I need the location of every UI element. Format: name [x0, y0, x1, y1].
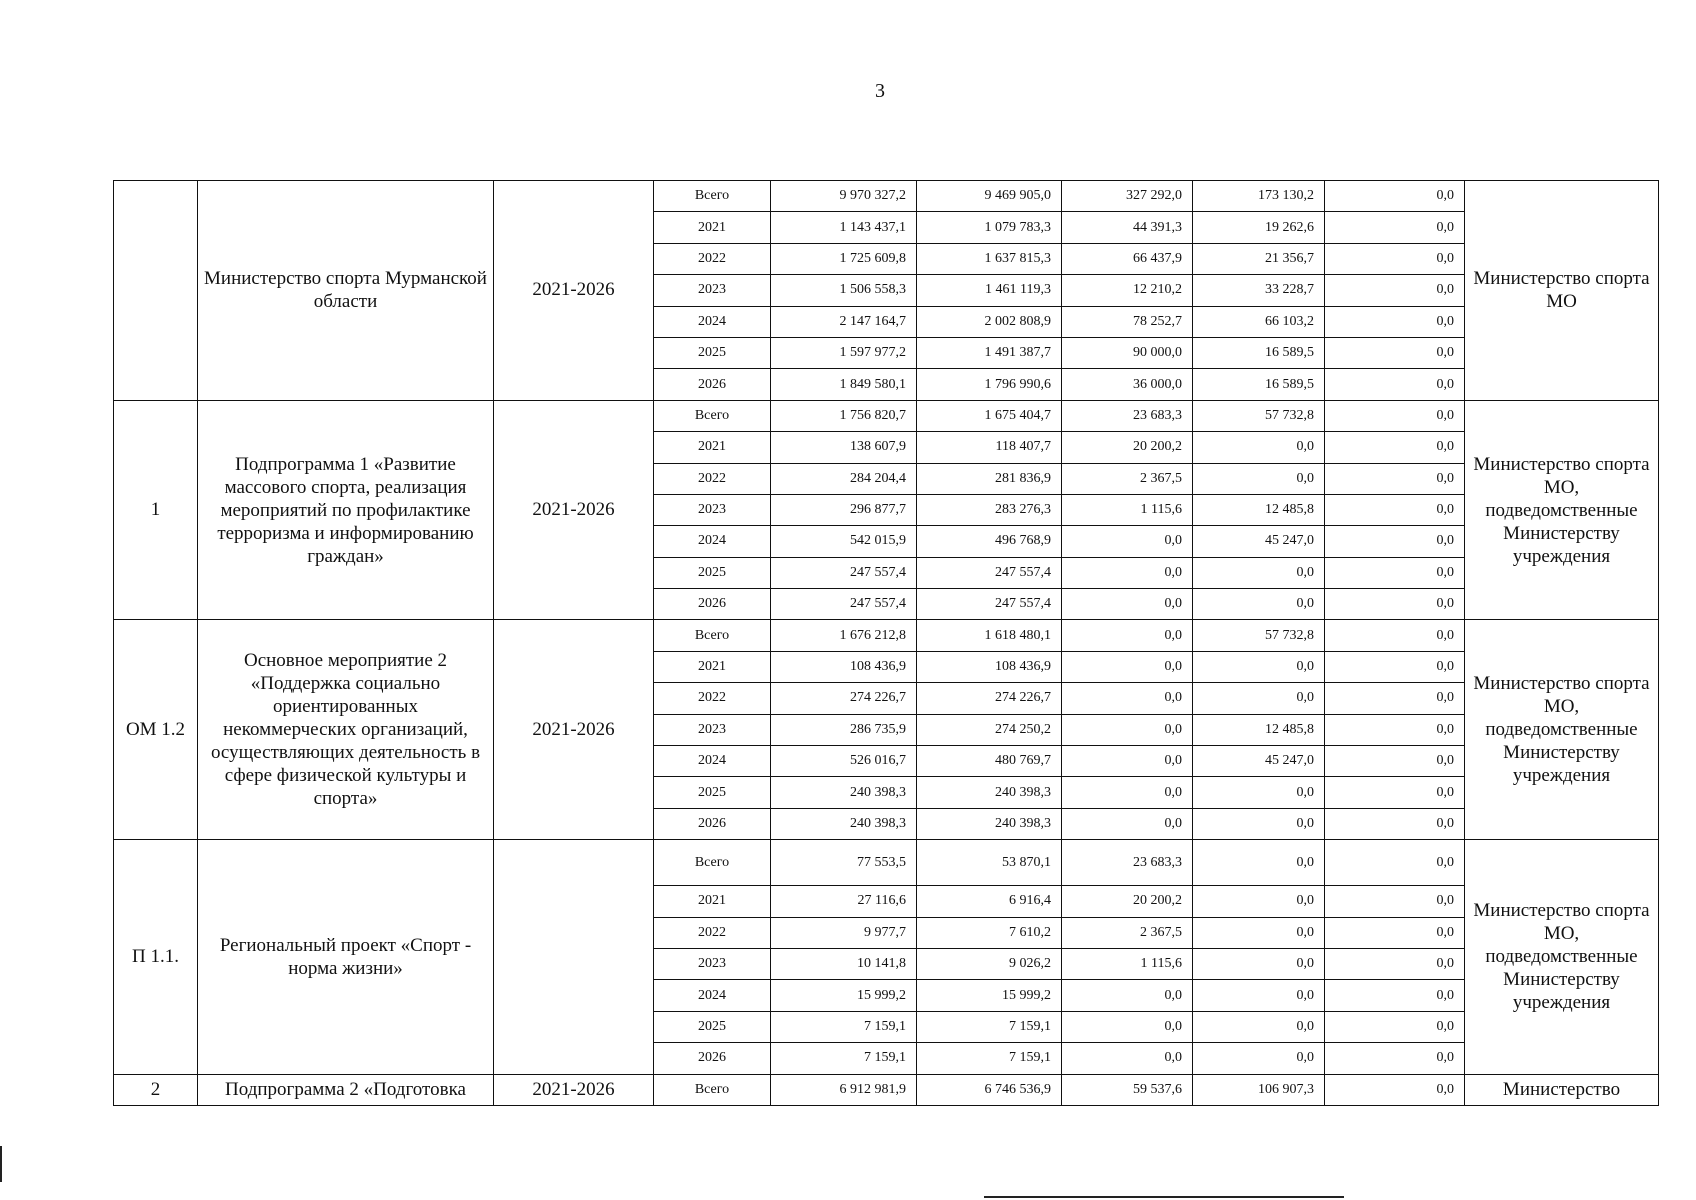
year-cell: 2021 — [654, 432, 771, 463]
amount-cell: 0,0 — [1325, 777, 1465, 808]
amount-cell: 78 252,7 — [1062, 306, 1193, 337]
amount-cell: 286 735,9 — [771, 714, 917, 745]
amount-cell: 173 130,2 — [1193, 181, 1325, 212]
amount-cell: 0,0 — [1062, 746, 1193, 777]
amount-cell: 2 002 808,9 — [917, 306, 1062, 337]
executor-cell: Министерство спорта МО, подведомственные Министерству учреждения — [1465, 620, 1659, 840]
table-row — [114, 181, 1659, 212]
amount-cell: 0,0 — [1325, 948, 1465, 979]
amount-cell: 0,0 — [1325, 243, 1465, 274]
year-cell: 2025 — [654, 557, 771, 588]
amount-cell: 1 597 977,2 — [771, 337, 917, 368]
amount-cell: 0,0 — [1062, 980, 1193, 1011]
executor-cell: Министерство спорта МО, подведомственные Министерству учреждения — [1465, 400, 1659, 620]
amount-cell: 15 999,2 — [771, 980, 917, 1011]
amount-cell: 0,0 — [1325, 620, 1465, 651]
year-cell: 2024 — [654, 746, 771, 777]
amount-cell: 496 768,9 — [917, 526, 1062, 557]
item-name: Министерство спорта Мурманской области — [198, 181, 494, 401]
amount-cell: 45 247,0 — [1193, 746, 1325, 777]
amount-cell: 118 407,7 — [917, 432, 1062, 463]
amount-cell: 0,0 — [1193, 917, 1325, 948]
item-name: Региональный проект «Спорт - норма жизни» — [198, 840, 494, 1074]
amount-cell: 0,0 — [1062, 777, 1193, 808]
amount-cell: 0,0 — [1325, 917, 1465, 948]
year-cell: 2022 — [654, 243, 771, 274]
amount-cell: 57 732,8 — [1193, 400, 1325, 431]
amount-cell: 1 618 480,1 — [917, 620, 1062, 651]
amount-cell: 0,0 — [1062, 557, 1193, 588]
amount-cell: 7 159,1 — [917, 1011, 1062, 1042]
implementation-period — [494, 840, 654, 1074]
amount-cell: 0,0 — [1325, 212, 1465, 243]
amount-cell: 0,0 — [1325, 400, 1465, 431]
year-cell: 2025 — [654, 1011, 771, 1042]
amount-cell: 1 725 609,8 — [771, 243, 917, 274]
amount-cell: 0,0 — [1325, 432, 1465, 463]
implementation-period: 2021-2026 — [494, 1074, 654, 1105]
amount-cell: 27 116,6 — [771, 886, 917, 917]
implementation-period: 2021-2026 — [494, 400, 654, 620]
amount-cell: 9 970 327,2 — [771, 181, 917, 212]
year-cell: Всего — [654, 1074, 771, 1105]
year-cell: 2024 — [654, 306, 771, 337]
amount-cell: 7 610,2 — [917, 917, 1062, 948]
page-number: 3 — [875, 80, 885, 102]
amount-cell: 77 553,5 — [771, 840, 917, 886]
table-row — [114, 400, 1659, 431]
amount-cell: 1 637 815,3 — [917, 243, 1062, 274]
amount-cell: 66 437,9 — [1062, 243, 1193, 274]
amount-cell: 0,0 — [1193, 777, 1325, 808]
amount-cell: 480 769,7 — [917, 746, 1062, 777]
amount-cell: 247 557,4 — [917, 557, 1062, 588]
amount-cell: 0,0 — [1325, 494, 1465, 525]
amount-cell: 274 226,7 — [771, 683, 917, 714]
year-cell: 2022 — [654, 463, 771, 494]
amount-cell: 0,0 — [1325, 337, 1465, 368]
amount-cell: 1 676 212,8 — [771, 620, 917, 651]
executor-cell: Министерство — [1465, 1074, 1659, 1105]
amount-cell: 19 262,6 — [1193, 212, 1325, 243]
item-number: 1 — [114, 400, 198, 620]
amount-cell: 0,0 — [1325, 589, 1465, 620]
year-cell: 2026 — [654, 1043, 771, 1074]
item-name: Основное мероприятие 2 «Поддержка социально ориентированных некоммерческих организаций, осуществляющих деятельность в сфере физической культуры и спорта» — [198, 620, 494, 840]
executor-cell: Министерство спорта МО — [1465, 181, 1659, 401]
amount-cell: 0,0 — [1193, 808, 1325, 839]
executor-cell: Министерство спорта МО, подведомственные Министерству учреждения — [1465, 840, 1659, 1074]
amount-cell: 1 756 820,7 — [771, 400, 917, 431]
amount-cell: 0,0 — [1325, 557, 1465, 588]
table-row — [114, 840, 1659, 886]
amount-cell: 526 016,7 — [771, 746, 917, 777]
amount-cell: 0,0 — [1193, 683, 1325, 714]
amount-cell: 16 589,5 — [1193, 369, 1325, 400]
amount-cell: 1 115,6 — [1062, 948, 1193, 979]
amount-cell: 0,0 — [1325, 683, 1465, 714]
amount-cell: 0,0 — [1062, 651, 1193, 682]
year-cell: 2021 — [654, 886, 771, 917]
amount-cell: 0,0 — [1325, 746, 1465, 777]
amount-cell: 284 204,4 — [771, 463, 917, 494]
scan-artifact-mark — [984, 1196, 1344, 1198]
amount-cell: 0,0 — [1193, 589, 1325, 620]
amount-cell: 66 103,2 — [1193, 306, 1325, 337]
amount-cell: 6 746 536,9 — [917, 1074, 1062, 1105]
amount-cell: 138 607,9 — [771, 432, 917, 463]
amount-cell: 0,0 — [1062, 1043, 1193, 1074]
amount-cell: 0,0 — [1325, 463, 1465, 494]
amount-cell: 240 398,3 — [771, 808, 917, 839]
amount-cell: 0,0 — [1325, 275, 1465, 306]
year-cell: 2026 — [654, 369, 771, 400]
year-cell: Всего — [654, 181, 771, 212]
amount-cell: 240 398,3 — [917, 777, 1062, 808]
amount-cell: 1 506 558,3 — [771, 275, 917, 306]
amount-cell: 15 999,2 — [917, 980, 1062, 1011]
amount-cell: 6 912 981,9 — [771, 1074, 917, 1105]
amount-cell: 6 916,4 — [917, 886, 1062, 917]
amount-cell: 2 147 164,7 — [771, 306, 917, 337]
year-cell: 2024 — [654, 980, 771, 1011]
amount-cell: 59 537,6 — [1062, 1074, 1193, 1105]
item-name: Подпрограмма 1 «Развитие массового спорта, реализация мероприятий по профилактике терроризма и информированию граждан» — [198, 400, 494, 620]
amount-cell: 1 491 387,7 — [917, 337, 1062, 368]
amount-cell: 0,0 — [1193, 651, 1325, 682]
year-cell: 2021 — [654, 212, 771, 243]
amount-cell: 7 159,1 — [771, 1011, 917, 1042]
year-cell: Всего — [654, 840, 771, 886]
amount-cell: 1 675 404,7 — [917, 400, 1062, 431]
item-number: 2 — [114, 1074, 198, 1105]
amount-cell: 2 367,5 — [1062, 917, 1193, 948]
amount-cell: 12 485,8 — [1193, 714, 1325, 745]
amount-cell: 0,0 — [1062, 683, 1193, 714]
year-cell: 2023 — [654, 714, 771, 745]
year-cell: 2024 — [654, 526, 771, 557]
amount-cell: 0,0 — [1062, 808, 1193, 839]
amount-cell: 0,0 — [1193, 557, 1325, 588]
amount-cell: 21 356,7 — [1193, 243, 1325, 274]
amount-cell: 0,0 — [1193, 948, 1325, 979]
amount-cell: 57 732,8 — [1193, 620, 1325, 651]
amount-cell: 327 292,0 — [1062, 181, 1193, 212]
amount-cell: 36 000,0 — [1062, 369, 1193, 400]
amount-cell: 0,0 — [1325, 1011, 1465, 1042]
amount-cell: 0,0 — [1062, 589, 1193, 620]
year-cell: 2026 — [654, 589, 771, 620]
year-cell: 2023 — [654, 275, 771, 306]
amount-cell: 0,0 — [1062, 620, 1193, 651]
amount-cell: 1 849 580,1 — [771, 369, 917, 400]
scan-artifact-mark — [0, 1146, 2, 1182]
amount-cell: 44 391,3 — [1062, 212, 1193, 243]
amount-cell: 106 907,3 — [1193, 1074, 1325, 1105]
table-row — [114, 620, 1659, 651]
item-number: П 1.1. — [114, 840, 198, 1074]
amount-cell: 0,0 — [1325, 808, 1465, 839]
amount-cell: 45 247,0 — [1193, 526, 1325, 557]
amount-cell: 240 398,3 — [771, 777, 917, 808]
amount-cell: 16 589,5 — [1193, 337, 1325, 368]
year-cell: 2021 — [654, 651, 771, 682]
amount-cell: 2 367,5 — [1062, 463, 1193, 494]
year-cell: 2022 — [654, 683, 771, 714]
amount-cell: 9 026,2 — [917, 948, 1062, 979]
amount-cell: 0,0 — [1325, 1074, 1465, 1105]
amount-cell: 0,0 — [1325, 886, 1465, 917]
amount-cell: 0,0 — [1325, 840, 1465, 886]
item-name: Подпрограмма 2 «Подготовка — [198, 1074, 494, 1105]
year-cell: 2023 — [654, 494, 771, 525]
amount-cell: 9 469 905,0 — [917, 181, 1062, 212]
amount-cell: 20 200,2 — [1062, 886, 1193, 917]
amount-cell: 0,0 — [1062, 1011, 1193, 1042]
amount-cell: 240 398,3 — [917, 808, 1062, 839]
amount-cell: 0,0 — [1325, 181, 1465, 212]
amount-cell: 0,0 — [1325, 980, 1465, 1011]
amount-cell: 0,0 — [1193, 886, 1325, 917]
amount-cell: 23 683,3 — [1062, 840, 1193, 886]
amount-cell: 274 250,2 — [917, 714, 1062, 745]
amount-cell: 0,0 — [1062, 526, 1193, 557]
amount-cell: 1 796 990,6 — [917, 369, 1062, 400]
amount-cell: 0,0 — [1325, 714, 1465, 745]
amount-cell: 90 000,0 — [1062, 337, 1193, 368]
amount-cell: 281 836,9 — [917, 463, 1062, 494]
amount-cell: 0,0 — [1325, 369, 1465, 400]
amount-cell: 247 557,4 — [917, 589, 1062, 620]
amount-cell: 0,0 — [1193, 980, 1325, 1011]
year-cell: Всего — [654, 400, 771, 431]
amount-cell: 1 115,6 — [1062, 494, 1193, 525]
year-cell: 2022 — [654, 917, 771, 948]
amount-cell: 1 143 437,1 — [771, 212, 917, 243]
amount-cell: 0,0 — [1325, 651, 1465, 682]
amount-cell: 542 015,9 — [771, 526, 917, 557]
implementation-period: 2021-2026 — [494, 181, 654, 401]
amount-cell: 283 276,3 — [917, 494, 1062, 525]
amount-cell: 0,0 — [1193, 1011, 1325, 1042]
year-cell: 2026 — [654, 808, 771, 839]
amount-cell: 23 683,3 — [1062, 400, 1193, 431]
amount-cell: 274 226,7 — [917, 683, 1062, 714]
amount-cell: 108 436,9 — [917, 651, 1062, 682]
amount-cell: 53 870,1 — [917, 840, 1062, 886]
amount-cell: 9 977,7 — [771, 917, 917, 948]
amount-cell: 296 877,7 — [771, 494, 917, 525]
amount-cell: 7 159,1 — [917, 1043, 1062, 1074]
amount-cell: 0,0 — [1062, 714, 1193, 745]
amount-cell: 0,0 — [1325, 306, 1465, 337]
amount-cell: 247 557,4 — [771, 589, 917, 620]
amount-cell: 1 461 119,3 — [917, 275, 1062, 306]
amount-cell: 12 210,2 — [1062, 275, 1193, 306]
item-number: ОМ 1.2 — [114, 620, 198, 840]
amount-cell: 247 557,4 — [771, 557, 917, 588]
year-cell: 2023 — [654, 948, 771, 979]
amount-cell: 0,0 — [1193, 432, 1325, 463]
year-cell: Всего — [654, 620, 771, 651]
amount-cell: 0,0 — [1193, 840, 1325, 886]
item-number — [114, 181, 198, 401]
amount-cell: 0,0 — [1325, 526, 1465, 557]
table-row — [114, 1074, 1659, 1105]
budget-table — [113, 180, 1659, 1106]
amount-cell: 10 141,8 — [771, 948, 917, 979]
amount-cell: 0,0 — [1193, 1043, 1325, 1074]
year-cell: 2025 — [654, 777, 771, 808]
amount-cell: 12 485,8 — [1193, 494, 1325, 525]
amount-cell: 33 228,7 — [1193, 275, 1325, 306]
amount-cell: 20 200,2 — [1062, 432, 1193, 463]
amount-cell: 0,0 — [1325, 1043, 1465, 1074]
amount-cell: 108 436,9 — [771, 651, 917, 682]
amount-cell: 7 159,1 — [771, 1043, 917, 1074]
year-cell: 2025 — [654, 337, 771, 368]
amount-cell: 1 079 783,3 — [917, 212, 1062, 243]
amount-cell: 0,0 — [1193, 463, 1325, 494]
implementation-period: 2021-2026 — [494, 620, 654, 840]
